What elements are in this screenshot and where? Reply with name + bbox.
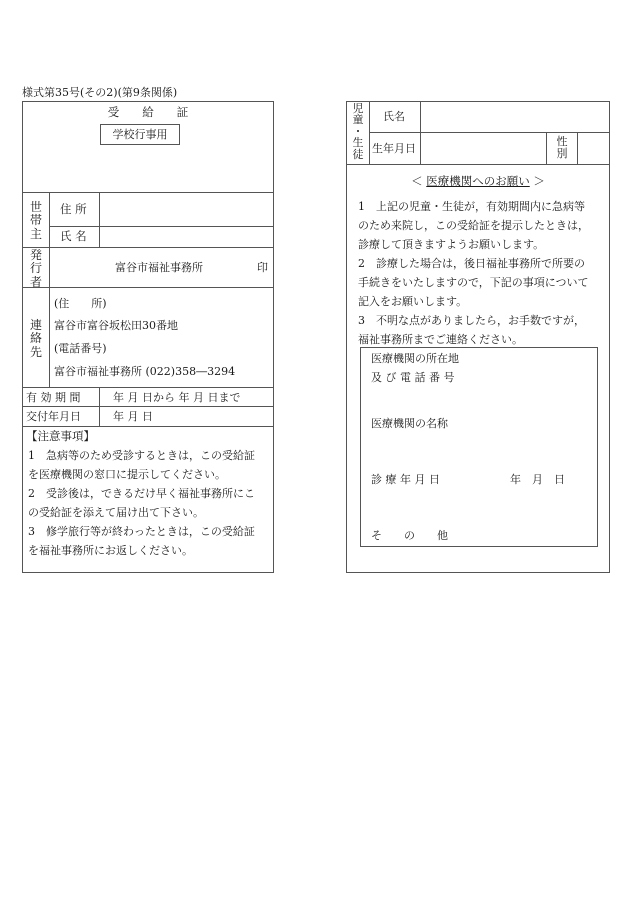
householder-heading: 世 帯 主 (29, 200, 42, 241)
householder-address-label: 住 所 (60, 202, 87, 216)
issuer-heading: 発 行 者 (29, 248, 42, 289)
contact-phone: 富谷市福祉事務所 (022)358―3294 (54, 365, 236, 378)
student-gender-label: 性 別 (556, 135, 568, 161)
note-3: 3 修学旅行等が終わったときは，この受給証 を福祉事務所にお返しください。 (28, 525, 255, 557)
medical-location-field[interactable] (470, 352, 595, 388)
issuer-seal: 印 (257, 261, 268, 274)
student-heading: 児 童 ・ 生 徒 (352, 102, 364, 161)
issuer-office: 富谷市福祉事務所 (115, 261, 203, 274)
issue-date-label: 交付年月日 (26, 410, 81, 423)
school-events-label: 学校行事用 (112, 128, 168, 141)
treatment-date-label: 診 療 年 月 日 (371, 473, 440, 486)
notes-title: 【注意事項】 (26, 429, 95, 443)
request-3: 3 不明な点がありましたら，お手数ですが， 福祉事務所までご連絡ください。 (358, 314, 585, 346)
validity-value: 年 月 日から 年 月 日まで (113, 391, 241, 404)
issue-date-value: 年 月 日 (113, 410, 153, 423)
medical-name-field[interactable] (470, 410, 595, 438)
student-birthdate-label: 生年月日 (372, 142, 416, 155)
householder-name-label: 氏 名 (60, 229, 87, 243)
student-gender-field[interactable] (578, 133, 609, 163)
treatment-date-value: 年 月 日 (510, 473, 565, 486)
validity-label: 有 効 期 間 (26, 391, 81, 404)
request-title: ＜ 医療機関へのお願い ＞ (411, 174, 545, 188)
notes-list (28, 446, 272, 560)
medical-phone-label: 及 び 電 話 番 号 (371, 371, 455, 384)
request-2: 2 診療した場合は，後日福祉事務所で所要の 手続きをいたしますので，下記の事項について 記入をお願いします。 (358, 257, 589, 308)
student-birthdate-field[interactable] (421, 133, 545, 163)
householder-address-field[interactable] (100, 193, 273, 225)
other-field[interactable] (470, 520, 595, 545)
request-list (358, 197, 606, 349)
form-title: 様式第35号(その2)(第9条関係) (22, 86, 178, 99)
medical-location-label: 医療機関の所在地 (371, 352, 459, 365)
other-label: そ の 他 (371, 529, 448, 542)
medical-name-label: 医療機関の名称 (371, 417, 448, 430)
contact-address-label: (住 所) (54, 297, 107, 310)
student-name-field[interactable] (421, 102, 609, 131)
note-2: 2 受診後は，できるだけ早く福祉事務所にこ の受給証を添えて届け出て下さい。 (28, 487, 255, 519)
school-events-label-box (100, 124, 180, 145)
contact-heading: 連 絡 先 (29, 318, 42, 359)
householder-name-field[interactable] (100, 227, 273, 246)
card-title: 受 給 証 (107, 105, 189, 119)
contact-address: 富谷市富谷坂松田30番地 (54, 319, 178, 332)
contact-phone-label: (電話番号) (54, 342, 107, 355)
student-name-label: 氏名 (383, 110, 405, 123)
request-1: 1 上記の児童・生徒が，有効期間内に急病等 のため来院し，この受給証を提示したときは， 診療して頂きますようお願いします。 (358, 200, 589, 251)
note-1: 1 急病等のため受診するときは，この受給証 を医療機関の窓口に提示してください。 (28, 449, 255, 481)
